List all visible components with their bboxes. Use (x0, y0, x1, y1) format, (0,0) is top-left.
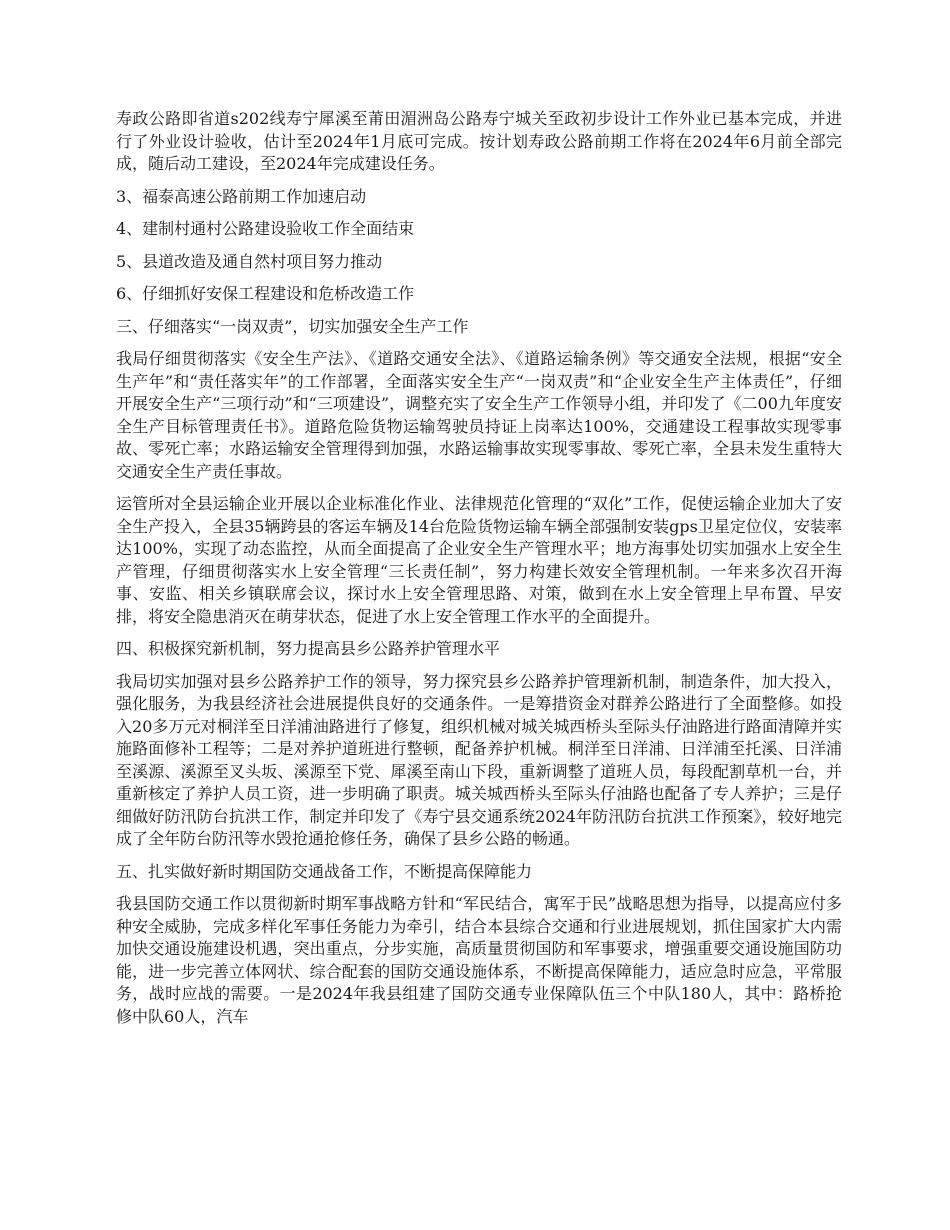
section-heading-national-defense: 五、扎实做好新时期国防交通战备工作，不断提高保障能力 (116, 861, 533, 881)
item-safety-bridges: 6、仔细抓好安保工程建设和危桥改造工作 (116, 284, 415, 303)
paragraph-road-maintenance: 我局切实加强对县乡公路养护工作的领导，努力探究县乡公路养护管理新机制，制造条件，加大投入，强化服务，为我县经济社会进展提供良好的交通条件。一是筹措资金对群养公路进行了全面整修。如投入20多万元对桐洋至日洋浦油路进行了修复，组织机械对城关城西桥头至际头仔油路进行路面清障并实施路面修补工程等；二是对养护道班进行整顿，配备养护机械。桐洋至日洋浦、日洋浦至托溪、日洋浦至溪源、溪源至叉头坂、溪源至下党、犀溪至南山下段，重新调整了道班人员，每段配割草机一台，并重新核定了养护人员工资，进一步明确了职责。城关城西桥头至际头仔油路也配备了专人养护；三是仔细做好防汛防台抗洪工作，制定并印发了《寿宁县交通系统2024年防汛防台抗洪工作预案》，较好地完成了全年防台防汛等水毁抢通抢修任务，确保了县乡公路的畅通。 (116, 671, 842, 848)
paragraph-safety-laws: 我局仔细贯彻落实《安全生产法》、《道路交通安全法》、《道路运输条例》等交通安全法规，根据“安全生产年”和“责任落实年”的工作部署，全面落实安全生产“一岗双责”和“企业安全生产主体责任”，仔细开展安全生产“三项行动”和“三项建设”，调整充实了安全生产工作领导小组，并印发了《二00九年度安全生产目标管理责任书》。道路危险货物运输驾驶员持证上岗率达100%，交通建设工程事故实现零事故、零死亡率；水路运输安全管理得到加强，水路运输事故实现零事故、零死亡率，全县未发生重特大交通安全生产责任事故。 (116, 349, 842, 481)
paragraph-national-defense: 我县国防交通工作以贯彻新时期军事战略方针和“军民结合，寓军于民”战略思想为指导，以提高应付多种安全威胁，完成多样化军事任务能力为牵引，结合本县综合交通和行业进展规划，抓住国家扩大内需加快交通设施建设机遇，突出重点，分步实施，高质量贯彻国防和军事要求，增强重要交通设施国防功能，进一步完善立体网状、综合配套的国防交通设施体系，不断提高保障能力，适应急时应急，平常服务，战时应战的需要。一是2024年我县组建了国防交通专业保障队伍三个中队180人，其中：路桥抢修中队60人，汽车 (116, 894, 842, 1026)
item-village-roads: 4、建制村通村公路建设验收工作全面结束 (116, 219, 415, 238)
document-body (116, 108, 842, 1038)
paragraph-transport-enterprises: 运管所对全县运输企业开展以企业标准化作业、法律规范化管理的“双化”工作，促使运输企业加大了安全生产投入，全县35辆跨县的客运车辆及14台危险货物运输车辆全部强制安装gps卫星定位仪，安装率达100%，实现了动态监控，从而全面提高了企业安全生产管理水平；地方海事处切实加强水上安全生产管理，仔细贯彻落实水上安全管理“三长责任制”，努力构建长效安全管理机制。一年来多次召开海事、安监、相关乡镇联席会议，探讨水上安全管理思路、对策，做到在水上安全管理上早布置、早安排，将安全隐患消灭在萌芽状态，促进了水上安全管理工作水平的全面提升。 (116, 494, 842, 626)
paragraph-shouzheng-road: 寿政公路即省道s202线寿宁犀溪至莆田湄洲岛公路寿宁城关至政初步设计工作外业已基本完成，并进行了外业设计验收，估计至2024年1月底可完成。按计划寿政公路前期工作将在2024年6月前全部完成，随后动工建设，至2024年完成建设任务。 (116, 109, 842, 173)
section-heading-road-maintenance: 四、积极探究新机制，努力提高县乡公路养护管理水平 (116, 639, 501, 658)
section-heading-safety: 三、仔细落实“一岗双责”，切实加强安全生产工作 (116, 316, 469, 336)
item-county-roads: 5、县道改造及通自然村项目努力推动 (116, 251, 383, 271)
item-futai-expressway: 3、福泰高速公路前期工作加速启动 (116, 186, 367, 206)
